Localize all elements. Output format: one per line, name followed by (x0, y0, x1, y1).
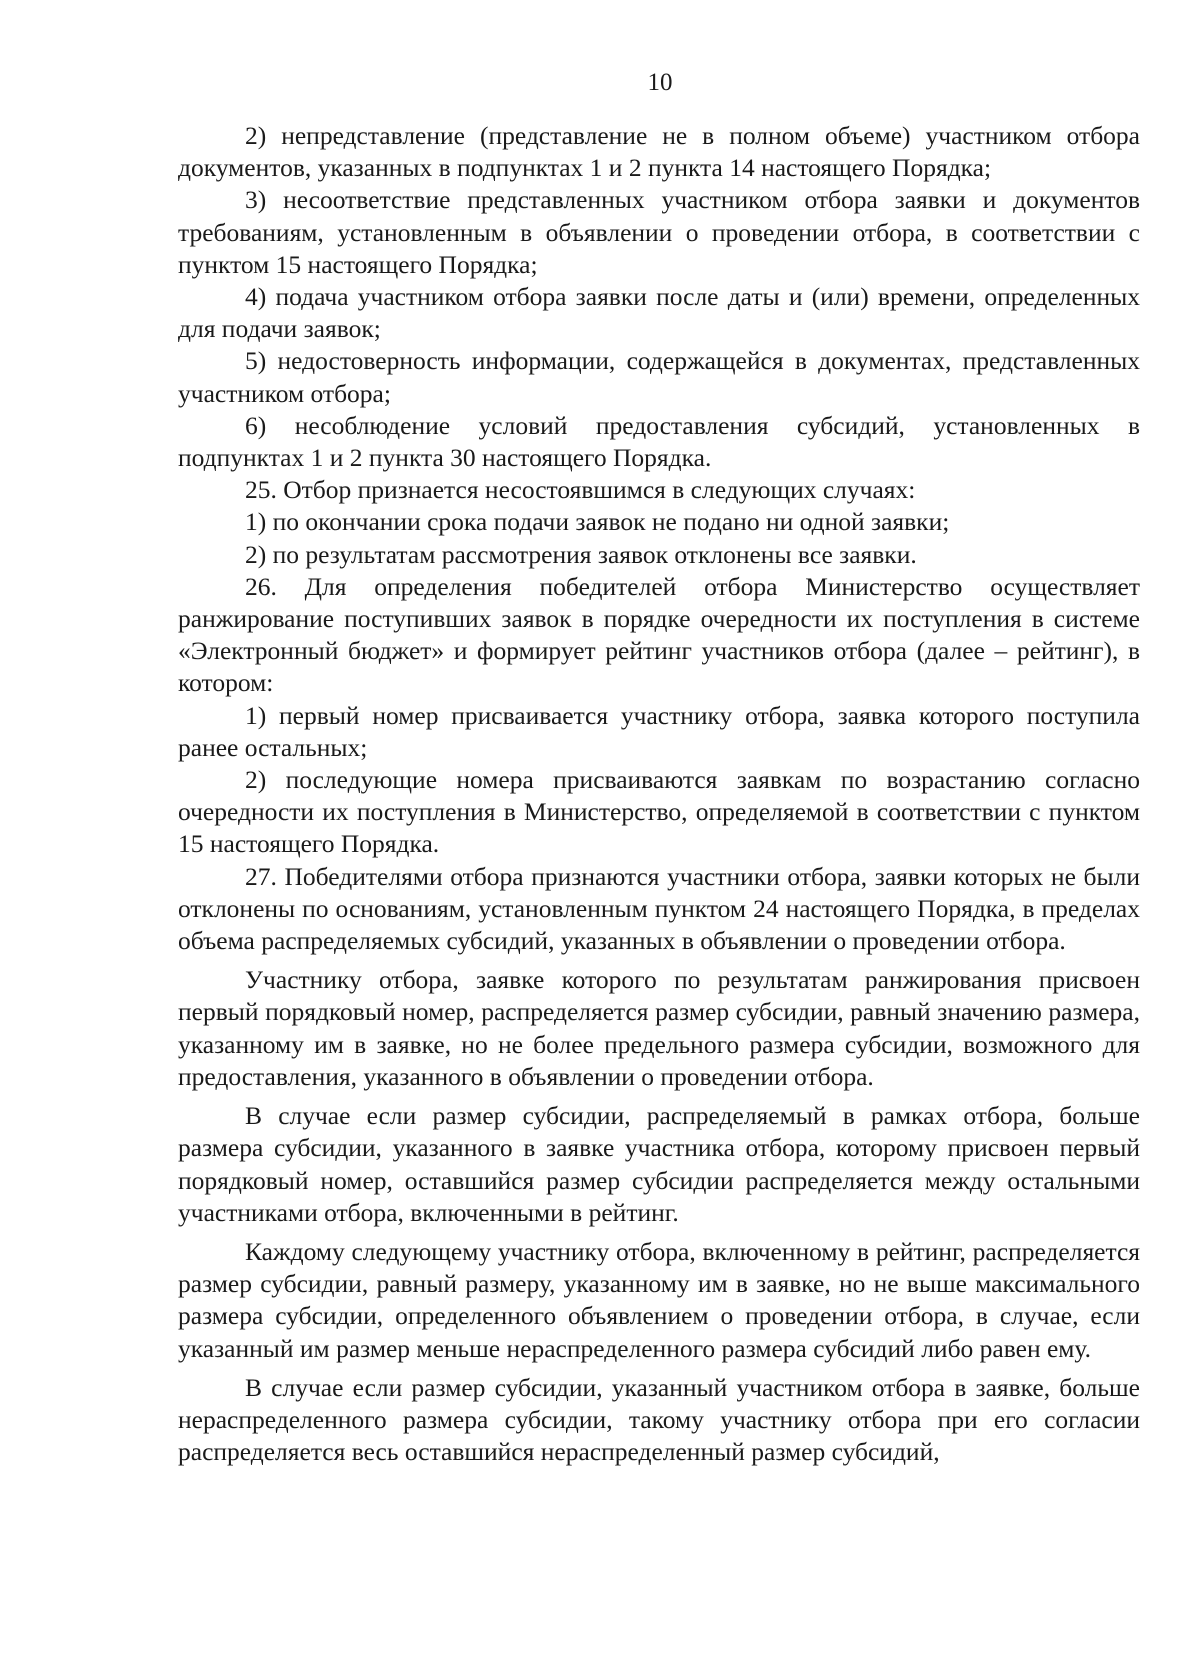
paragraph-item-4: 4) подача участником отбора заявки после даты и (или) времени, определенных для подачи заявок; (178, 282, 1140, 344)
document-body (178, 120, 1140, 1468)
paragraph-next-participant: Каждому следующему участнику отбора, включенному в рейтинг, распределяется размер субсидии, равный размеру, указанному им в заявке, но не выше максимального размера субсидии, определенного объявлением о проведении отбора, в случае, если указанный им размер меньше нераспределенного размера субсидий либо равен ему. (178, 1236, 1140, 1363)
paragraph-clause-26-item-2: 2) последующие номера присваиваются заявкам по возрастанию согласно очередности их поступления в Министерство, определяемой в соответствии с пунктом 15 настоящего Порядка. (178, 765, 1140, 859)
paragraph-item-3: 3) несоответствие представленных участником отбора заявки и документов требованиям, установленным в объявлении о проведении отбора, в соответствии с пунктом 15 настоящего Порядка; (178, 185, 1140, 279)
paragraph-item-6: 6) несоблюдение условий предоставления субсидий, установленных в подпунктах 1 и 2 пункта 30 настоящего Порядка. (178, 410, 1140, 473)
paragraph-first-rank-allocation: Участнику отбора, заявке которого по результатам ранжирования присвоен первый порядковый номер, распределяется размер субсидии, равный значению размера, указанному им в заявке, но не более предельного размера субсидии, возможного для предоставления, указанного в объявлении о проведении отбора. (178, 965, 1140, 1091)
paragraph-remaining-allocation: В случае если размер субсидии, распределяемый в рамках отбора, больше размера субсидии, указанного в заявке участника отбора, которому присвоен первый порядковый номер, оставшийся размер субсидии распределяется между остальными участниками отбора, включенными в рейтинг. (178, 1101, 1140, 1227)
paragraph-clause-27: 27. Победителями отбора признаются участники отбора, заявки которых не были отклонены по основаниям, установленным пунктом 24 настоящего Порядка, в пределах объема распределяемых субсидий, указанных в объявлении о проведении отбора. (178, 861, 1140, 956)
paragraph-item-2: 2) непредставление (представление не в полном объеме) участником отбора документов, указанных в подпунктах 1 и 2 пункта 14 настоящего Порядка; (178, 121, 1140, 183)
paragraph-item-5: 5) недостоверность информации, содержащейся в документах, представленных участником отбора; (178, 346, 1140, 408)
paragraph-clause-25: 25. Отбор признается несостоявшимся в следующих случаях: (245, 475, 916, 505)
paragraph-clause-26: 26. Для определения победителей отбора Министерство осуществляет ранжирование поступивших заявок в порядке очередности их поступления в системе «Электронный бюджет» и формирует рейтинг участников отбора (далее – рейтинг), в котором: (178, 571, 1140, 698)
paragraph-clause-25-item-2: 2) по результатам рассмотрения заявок отклонены все заявки. (245, 539, 917, 569)
page-number: 10 (647, 69, 673, 96)
paragraph-excess-request: В случае если размер субсидии, указанный участником отбора в заявке, больше нераспределенного размера субсидии, такому участнику отбора при его согласии распределяется весь оставшийся нераспределенный размер субсидий, (178, 1372, 1140, 1467)
paragraph-clause-26-item-1: 1) первый номер присваивается участнику отбора, заявка которого поступила ранее остальных; (178, 700, 1140, 762)
paragraph-clause-25-item-1: 1) по окончании срока подачи заявок не подано ни одной заявки; (245, 507, 950, 537)
